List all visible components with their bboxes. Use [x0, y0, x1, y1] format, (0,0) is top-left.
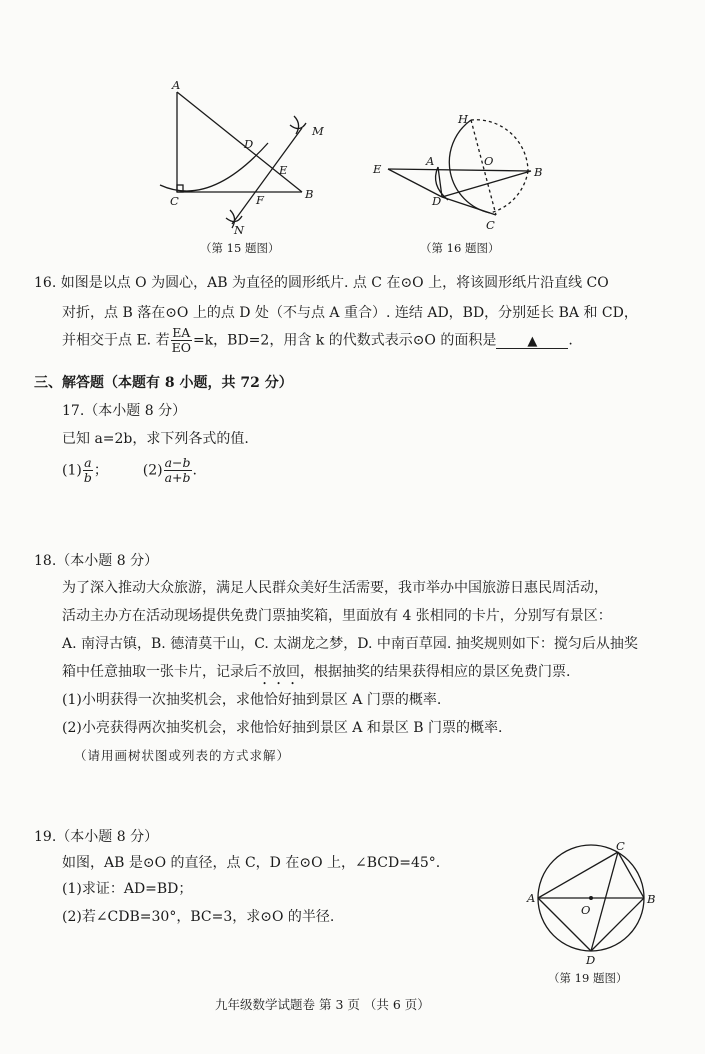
q17-p2-num: a−b — [164, 455, 191, 470]
fig19-label-c: C — [616, 840, 625, 853]
fig15-label-f: F — [256, 193, 264, 207]
q16-fraction — [171, 326, 192, 355]
q18-line2: 活动主办方在活动现场提供免费门票抽奖箱，里面放有 4 张相同的卡片，分别写有景区： — [62, 608, 612, 624]
fig16-caption: （第 16 题图） — [420, 241, 500, 255]
fig19-label-d: D — [586, 953, 596, 967]
q19-part2: (2)若∠CDB=30°，BC=3，求⊙O 的半径. — [62, 909, 335, 925]
q17-parts — [62, 456, 197, 485]
q18-line4-pre: 箱中任意抽取一张卡片，记录后 — [62, 664, 258, 680]
q17-p1-num: a — [84, 455, 92, 470]
q17-part1-sep: ； — [93, 462, 108, 479]
q17-part1-label: (1) — [62, 462, 82, 479]
q18-emphasis: 不放回 — [258, 664, 300, 680]
q17-part2-fraction — [164, 456, 192, 485]
q17-part2-end: . — [192, 462, 197, 479]
q18-hint: （请用画树状图或列表的方式求解） — [74, 748, 291, 763]
q16-line3-end: . — [568, 332, 573, 349]
q16-frac-num: EA — [172, 325, 191, 340]
fig15-label-d: D — [244, 137, 254, 151]
page-footer: 九年级数学试题卷 第 3 页 （共 6 页） — [215, 997, 430, 1012]
fig15-label-b: B — [305, 187, 314, 201]
fig16-label-d: D — [432, 194, 442, 208]
q17-p2-den: a+b — [164, 470, 191, 485]
q16-line3-post: =k，BD=2，用含 k 的代数式表示⊙O 的面积是 — [192, 332, 497, 349]
q18-line4-post: ，根据抽奖的结果获得相应的景区免费门票. — [300, 664, 571, 680]
q17-part1-fraction — [83, 456, 93, 485]
q16-line3-pre: 并相交于点 E. 若 — [62, 332, 170, 349]
figure-19 — [525, 840, 660, 968]
fig16-label-c: C — [486, 218, 495, 232]
fig19-label-a: A — [527, 891, 536, 905]
q17-p1-den: b — [83, 470, 92, 485]
figure-15 — [150, 78, 340, 243]
q16-frac-den: EO — [171, 340, 191, 355]
fig16-label-a: A — [426, 154, 435, 168]
fig19-caption: （第 19 题图） — [548, 971, 628, 985]
fig16-label-b: B — [534, 165, 543, 179]
q16-line2: 对折，点 B 落在⊙O 上的点 D 处（不与点 A 重合）. 连结 AD，BD，分别延长 BA 和 CD， — [62, 305, 638, 321]
q16-line1: 16. 如图是以点 O 为圆心，AB 为直径的圆形纸片. 点 C 在⊙O 上，将该圆形纸片沿直线 CO — [34, 275, 609, 291]
fig16-label-h: H — [458, 112, 469, 126]
q16-answer-blank[interactable] — [496, 333, 568, 349]
q17-stem: 已知 a=2b，求下列各式的值. — [62, 431, 249, 447]
q19-head: 19.（本小题 8 分） — [34, 829, 159, 845]
fig15-label-a: A — [172, 78, 181, 92]
fig15-label-c: C — [170, 194, 179, 208]
figure-16 — [368, 105, 553, 235]
fig15-caption: （第 15 题图） — [200, 241, 280, 255]
fig16-label-o: O — [484, 154, 494, 168]
q19-part1: (1)求证：AD=BD； — [62, 881, 193, 897]
fig19-label-o: O — [581, 903, 591, 917]
q17-head: 17.（本小题 8 分） — [62, 403, 187, 419]
q16-line3 — [62, 326, 573, 355]
q18-part2: (2)小亮获得两次抽奖机会，求他恰好抽到景区 A 和景区 B 门票的概率. — [62, 720, 503, 736]
fig15-label-e: E — [279, 163, 288, 177]
q18-line1: 为了深入推动大众旅游，满足人民群众美好生活需要，我市举办中国旅游日惠民周活动， — [62, 580, 608, 596]
fig19-label-b: B — [647, 892, 656, 906]
section3-title: 三、解答题（本题有 8 小题，共 72 分） — [34, 375, 293, 391]
q18-line4 — [62, 661, 570, 688]
q18-part1: (1)小明获得一次抽奖机会，求他恰好抽到景区 A 门票的概率. — [62, 692, 442, 708]
q17-part2-label: (2) — [142, 462, 163, 479]
q19-line1: 如图，AB 是⊙O 的直径，点 C，D 在⊙O 上，∠BCD=45°. — [62, 855, 441, 871]
q18-line3: A. 南浔古镇，B. 德清莫干山，C. 太湖龙之梦，D. 中南百草园. 抽奖规则如下：搅匀后从抽奖 — [62, 636, 638, 652]
triangle-icon: ▲ — [527, 333, 538, 349]
fig15-label-n: N — [234, 223, 245, 237]
fig15-label-m: M — [312, 124, 324, 138]
q18-head: 18.（本小题 8 分） — [34, 553, 159, 569]
fig16-label-e: E — [373, 162, 382, 176]
